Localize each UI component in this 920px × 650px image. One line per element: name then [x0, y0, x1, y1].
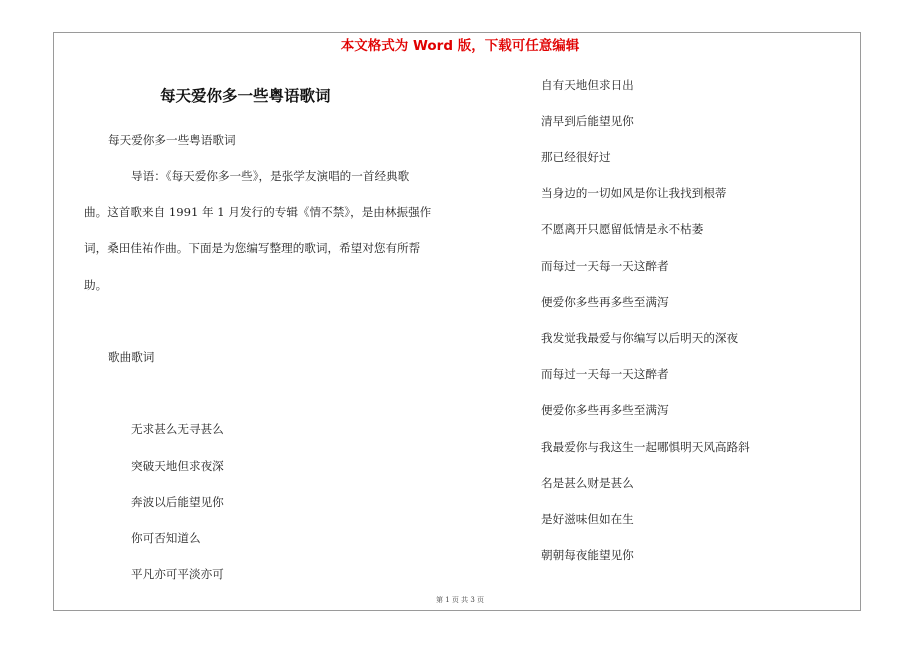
format-banner: 本文格式为 Word 版，下载可任意编辑: [340, 38, 580, 54]
document-title: 每天爱你多一些粤语歌词: [160, 87, 331, 105]
lyric-line: 平凡亦可平淡亦可: [131, 567, 224, 581]
lyric-line: 便爱你多些再多些至满泻: [541, 403, 669, 417]
lyric-line: 突破天地但求夜深: [131, 459, 224, 473]
lyric-line: 奔波以后能望见你: [131, 495, 224, 509]
lyric-line: 我发觉我最爱与你编写以后明天的深夜: [541, 331, 739, 345]
lyric-line: 而每过一天每一天这醉者: [541, 367, 669, 381]
lyric-line: 清早到后能望见你: [541, 114, 634, 128]
section-heading-lyrics: 歌曲歌词: [108, 350, 155, 364]
document-subtitle: 每天爱你多一些粤语歌词: [108, 133, 236, 147]
page-border: [53, 32, 861, 611]
lyric-line: 无求甚么无寻甚么: [131, 422, 224, 436]
lyric-line: 朝朝每夜能望见你: [541, 548, 634, 562]
lyric-line: 便爱你多些再多些至满泻: [541, 295, 669, 309]
lyric-line: 当身边的一切如风是你让我找到根蒂: [541, 186, 727, 200]
lyric-line: 而每过一天每一天这醉者: [541, 259, 669, 273]
intro-line-3: 词，桑田佳祐作曲。下面是为您编写整理的歌词，希望对您有所帮: [84, 241, 421, 255]
lyric-line: 不愿离开只愿留低情是永不枯萎: [541, 222, 704, 236]
lyric-line: 自有天地但求日出: [541, 78, 634, 92]
lyric-line: 我最爱你与我这生一起哪惧明天风高路斜: [541, 440, 750, 454]
intro-line-2: 曲。这首歌来自 1991 年 1 月发行的专辑《情不禁》，是由林振强作: [84, 205, 432, 219]
lyric-line: 那已经很好过: [541, 150, 611, 164]
lyric-line: 是好滋味但如在生: [541, 512, 634, 526]
intro-line-4: 助。: [84, 278, 108, 292]
intro-line-1: 导语：《每天爱你多一些》，是张学友演唱的一首经典歌: [131, 169, 410, 183]
lyric-line: 你可否知道么: [131, 531, 201, 545]
page-indicator: 第 1 页 共 3 页: [435, 596, 485, 604]
lyric-line: 名是甚么财是甚么: [541, 476, 634, 490]
